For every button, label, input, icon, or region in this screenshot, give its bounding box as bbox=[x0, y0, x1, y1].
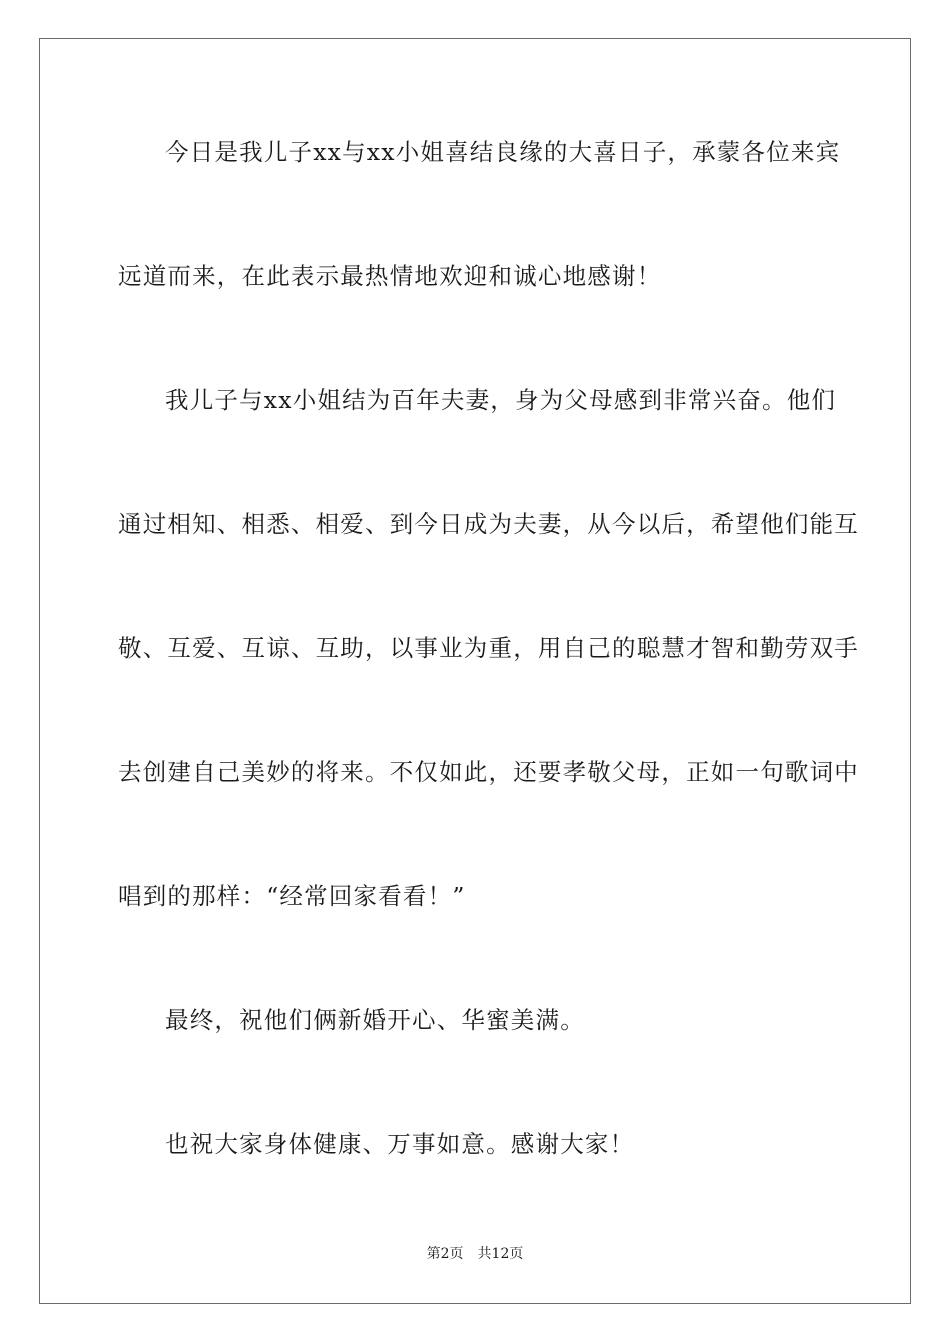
paragraph-3-line-1: 最终，祝他们俩新婚开心、华蜜美满。 bbox=[165, 1006, 585, 1034]
paragraph-1-line-1: 今日是我儿子xx与xx小姐喜结良缘的大喜日子，承蒙各位来宾 bbox=[165, 138, 841, 166]
page-border bbox=[39, 38, 911, 1304]
paragraph-2-line-1: 我儿子与xx小姐结为百年夫妻，身为父母感到非常兴奋。他们 bbox=[165, 386, 837, 414]
paragraph-4-line-1: 也祝大家身体健康、万事如意。感谢大家！ bbox=[165, 1130, 635, 1158]
paragraph-2-line-2: 通过相知、相悉、相爱、到今日成为夫妻，从今以后，希望他们能互 bbox=[118, 510, 859, 538]
page-footer bbox=[0, 1245, 950, 1263]
paragraph-2-line-4: 去创建自己美妙的将来。不仅如此，还要孝敬父母，正如一句歌词中 bbox=[118, 758, 859, 786]
page-number: 第2页 bbox=[426, 1246, 464, 1262]
paragraph-1-line-2: 远道而来，在此表示最热情地欢迎和诚心地感谢！ bbox=[118, 262, 662, 290]
page-total: 共12页 bbox=[477, 1246, 524, 1262]
paragraph-2-line-5: 唱到的那样：“经常回家看看！” bbox=[118, 882, 466, 910]
paragraph-2-line-3: 敬、互爱、互谅、互助，以事业为重，用自己的聪慧才智和勤劳双手 bbox=[118, 634, 859, 662]
